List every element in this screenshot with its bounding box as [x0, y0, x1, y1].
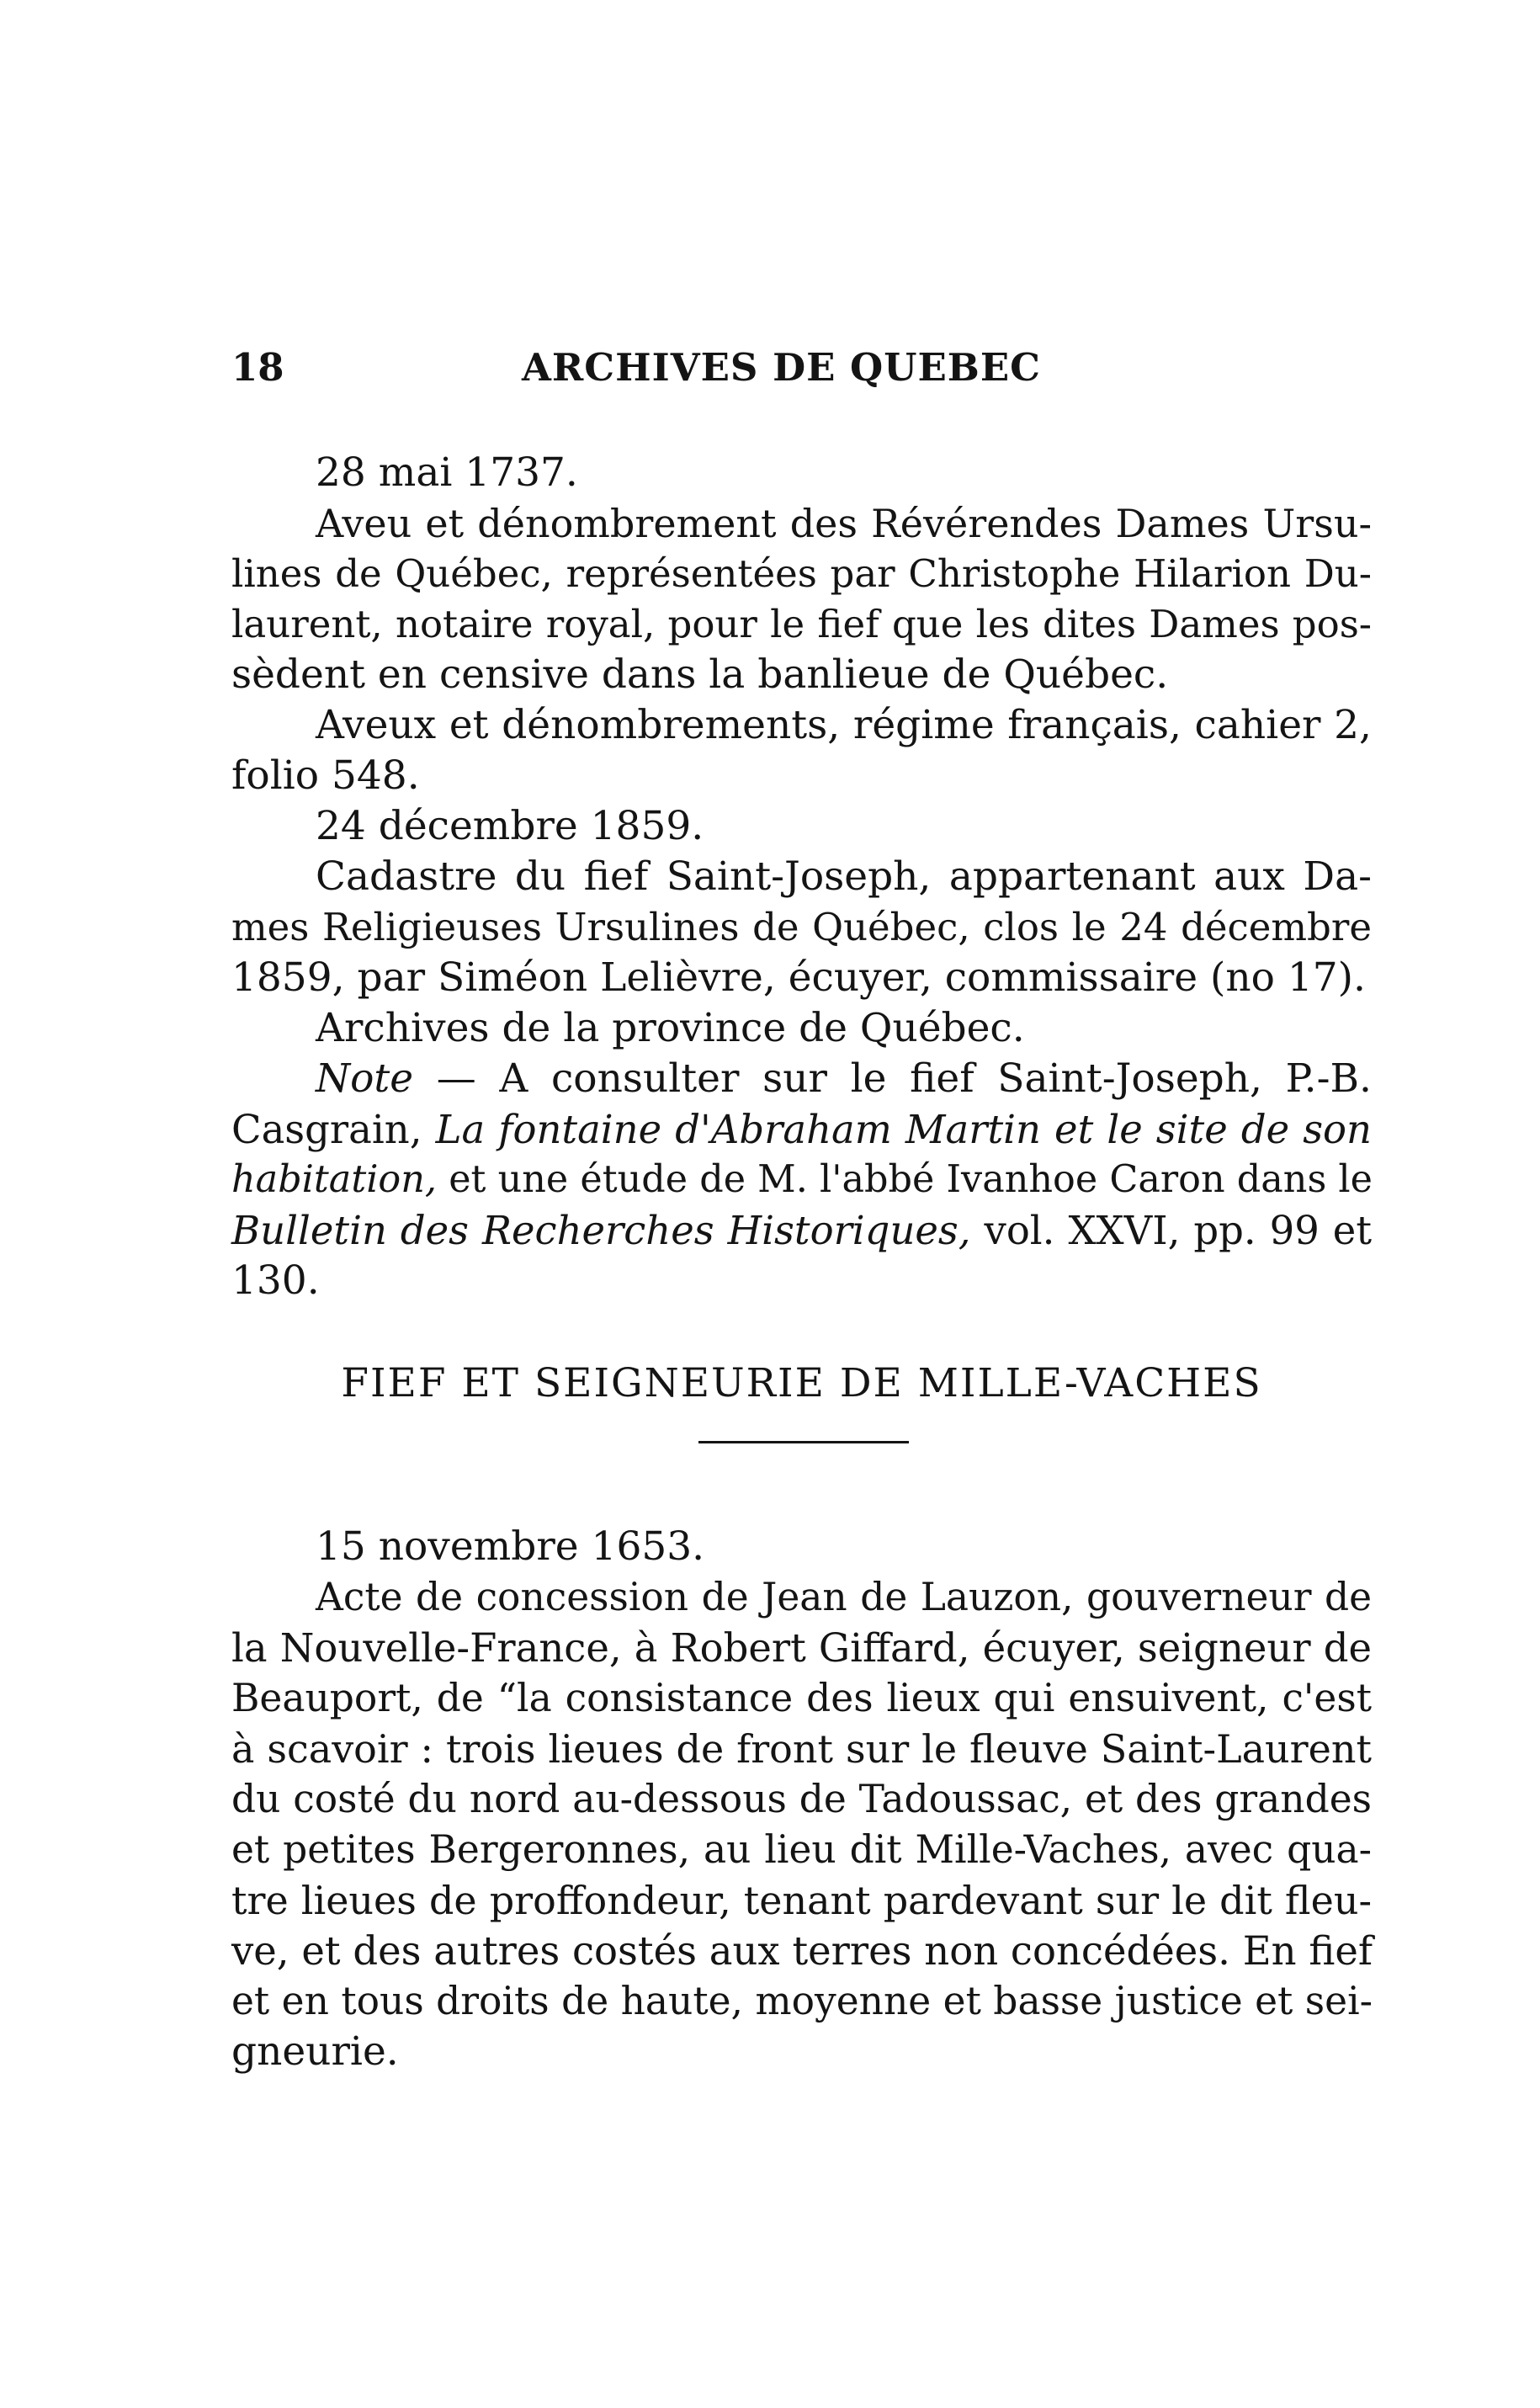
text-line: gneurie.	[231, 2028, 399, 2075]
book-title: habitation,	[231, 1158, 438, 1201]
text-line: laurent, notaire royal, pour le fief que les dites Dames pos-	[231, 602, 1372, 646]
section-heading: FIEF ET SEIGNEURIE DE MILLE-VACHES	[341, 1360, 1262, 1406]
text-line: 1859, par Siméon Lelièvre, écuyer, commissaire (no 17).	[231, 954, 1366, 1001]
text-line: du costé du nord au-dessous de Tadoussac, et des grandes	[231, 1777, 1372, 1821]
note-line	[231, 1104, 1372, 1155]
section-divider	[698, 1441, 909, 1443]
text-line: lines de Québec, représentées par Christophe Hilarion Du-	[231, 551, 1372, 596]
text-line: Acte de concession de Jean de Lauzon, gouverneur de	[316, 1575, 1372, 1619]
note-text: — A consulter sur le fief Saint-Joseph, P.-B.	[436, 1055, 1372, 1102]
note-line: 130.	[231, 1257, 320, 1304]
note-line	[316, 1054, 1372, 1104]
text-line: Archives de la province de Québec.	[316, 1005, 1025, 1051]
text-line: la Nouvelle-France, à Robert Giffard, écuyer, seigneur de	[231, 1625, 1372, 1671]
text-line: Aveux et dénombrements, régime français, cahier 2,	[316, 702, 1372, 748]
text-line: et en tous droits de haute, moyenne et basse justice et sei-	[231, 1979, 1373, 2023]
date-line: 28 mai 1737.	[316, 449, 578, 496]
text-line: à scavoir : trois lieues de front sur le fleuve Saint-Laurent	[231, 1726, 1372, 1772]
note-line	[231, 1155, 1372, 1205]
date-line: 15 novembre 1653.	[316, 1523, 705, 1570]
note-text: Casgrain,	[231, 1107, 422, 1152]
note-line	[231, 1205, 1372, 1256]
text-line: mes Religieuses Ursulines de Québec, clos le 24 décembre	[231, 905, 1372, 949]
text-line: et petites Bergeronnes, au lieu dit Mille-Vaches, avec qua-	[231, 1827, 1372, 1872]
date-line: 24 décembre 1859.	[316, 803, 704, 849]
book-title: La fontaine d'Abraham Martin et le site de son	[435, 1107, 1372, 1152]
running-title: ARCHIVES DE QUEBEC	[522, 345, 1041, 390]
page-number: 18	[231, 345, 284, 390]
text-line: Cadastre du fief Saint-Joseph, appartenant aux Da-	[316, 853, 1372, 900]
text-line: sèdent en censive dans la banlieue de Québec.	[231, 651, 1169, 698]
page-header	[231, 345, 1372, 404]
journal-title: Bulletin des Recherches Historiques,	[231, 1208, 971, 1253]
text-line: ve, et des autres costés aux terres non concédées. En fief	[231, 1928, 1373, 1974]
note-label: Note	[316, 1055, 414, 1102]
text-line: Aveu et dénombrement des Révérendes Dames Ursu-	[316, 501, 1372, 546]
text-line: Beauport, de “la consistance des lieux qui ensuivent, c'est	[231, 1676, 1372, 1720]
text-line: tre lieues de proffondeur, tenant pardevant sur le dit fleu-	[231, 1878, 1372, 1923]
text-line: folio 548.	[231, 752, 420, 799]
note-text: et une étude de M. l'abbé Ivanhoe Caron dans le	[449, 1158, 1373, 1201]
note-text: vol. XXVI, pp. 99 et	[984, 1208, 1373, 1253]
